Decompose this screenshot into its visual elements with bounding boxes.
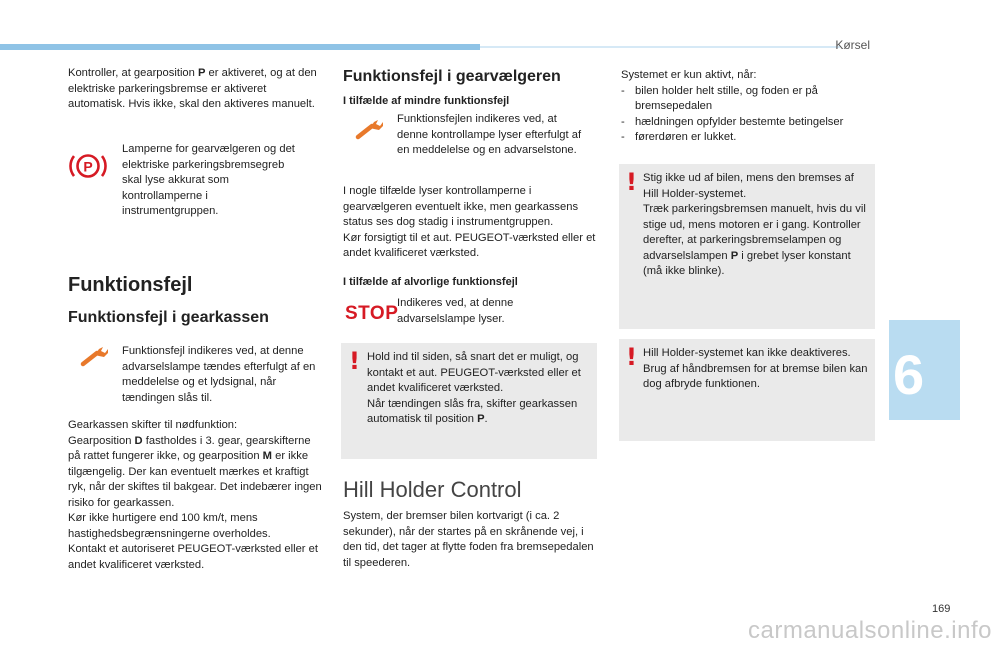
minor-icon-text: Funktionsfejlen indikeres ved, at denne kontrollampe lyser efterfulgt af en meddelelse og en advarselstone. — [397, 113, 582, 156]
chapter-number: 6 — [893, 343, 925, 406]
wrench-text: Funktionsfejl indikeres ved, at denne advarselslampe tændes efterfulgt af en meddelelse og et lydsignal, når tændingen slås til. — [122, 345, 316, 404]
parking-brake-warning-icon — [66, 150, 110, 182]
page-number: 169 — [932, 603, 951, 615]
heading-gearvaelgeren: Funktionsfejl i gearvælgeren — [343, 68, 561, 85]
svg-text:P: P — [83, 158, 93, 175]
conditions: Systemet er kun aktivt, når: - bilen holder helt stille, og foden er på bremsepedalen - hældningen opfylder bestemte betingelser - førerdøren er lukket. — [621, 68, 871, 146]
wrench-icon — [80, 344, 110, 370]
header-rule — [480, 46, 840, 48]
list-item: - førerdøren er lukket. — [621, 130, 871, 146]
serious-title: I tilfælde af alvorlige funktionsfejl — [343, 276, 518, 288]
lamp-text: Lamperne for gearvælgeren og det elektriske parkeringsbremsegreb skal lyse akkurat som kontrollamperne i instrumentgruppen. — [122, 143, 295, 217]
hill-holder-title: Hill Holder Control — [343, 477, 522, 502]
gearbox-body: Gearkassen skifter til nødfunktion: Gearposition D fastholdes i 3. gear, gearskifterne på rattet fungerer ikke, og gearposition M er ikke tilgængelig. Der kan eventuelt mærkes et kraftigt ryk, når der skiftes til bakgear. Det indebærer ingen risiko for gearkassen. Kør ikke hurtigere end 100 km/t, mens hastighedsbegrænsningerne overholdes. Kontakt et autoriseret PEUGEOT-værksted eller et andet kvalificeret værksted. — [68, 419, 322, 571]
stop-icon: STOP — [345, 303, 399, 324]
subheading-gearkassen: Funktionsfejl i gearkassen — [68, 309, 269, 326]
list-item: - hældningen opfylder bestemte betingelser — [621, 115, 871, 131]
warning-hill-2-text: Hill Holder-systemet kan ikke deaktiveres. Brug af håndbremsen for at bremse bilen kan dog afbryde funktionen. — [643, 347, 868, 390]
stop-text: Indikeres ved, at denne advarselslampe lyser. — [397, 297, 514, 325]
header-accent-bar — [0, 44, 480, 50]
warning-hill-1-text: Stig ikke ud af bilen, mens den bremses af Hill Holder-systemet. Træk parkeringsbremsen manuelt, hvis du vil stige ud, mens motoren er i gang. Kontroller derefter, at parkeringsbremselampen og advarselslampen P i grebet lyser konstant (må ikke blinke). — [643, 172, 866, 277]
exclamation-icon: ! — [349, 347, 360, 375]
exclamation-icon: ! — [626, 343, 637, 371]
hill-holder-body: System, der bremser bilen kortvarigt (i ca. 2 sekunder), når der startes på en skrånende vej, i den tid, det tager at flytte foden fra bremsepedalen til speederen. — [343, 510, 594, 569]
minor-title: I tilfælde af mindre funktionsfejl — [343, 95, 510, 107]
exclamation-icon: ! — [626, 168, 637, 196]
watermark: carmanualsonline.info — [748, 617, 992, 644]
heading-funktionsfejl: Funktionsfejl — [68, 274, 193, 296]
section-title: Kørsel — [835, 38, 870, 52]
wrench-icon — [355, 117, 385, 143]
intro-paragraph: Kontroller, at gearposition P er aktiveret, og at den elektriske parkeringsbremse er aktiveret automatisk. Hvis ikke, skal den aktiveres manuelt. — [68, 67, 317, 110]
warning-gearvaelgeren-text: Hold ind til siden, så snart det er muligt, og kontakt et aut. PEUGEOT-værksted eller et andet kvalificeret værksted. Når tændingen slås fra, skifter gearkassen automatisk til position P. — [367, 351, 581, 425]
list-item: - bilen holder helt stille, og foden er på bremsepedalen — [621, 84, 871, 115]
minor-body: I nogle tilfælde lyser kontrollamperne i gearvælgeren eventuelt ikke, men gearkassens status ses dog stadig i instrumentgruppen. Kør forsigtigt til et aut. PEUGEOT-værksted eller et andet kvalificeret værksted. — [343, 185, 596, 259]
